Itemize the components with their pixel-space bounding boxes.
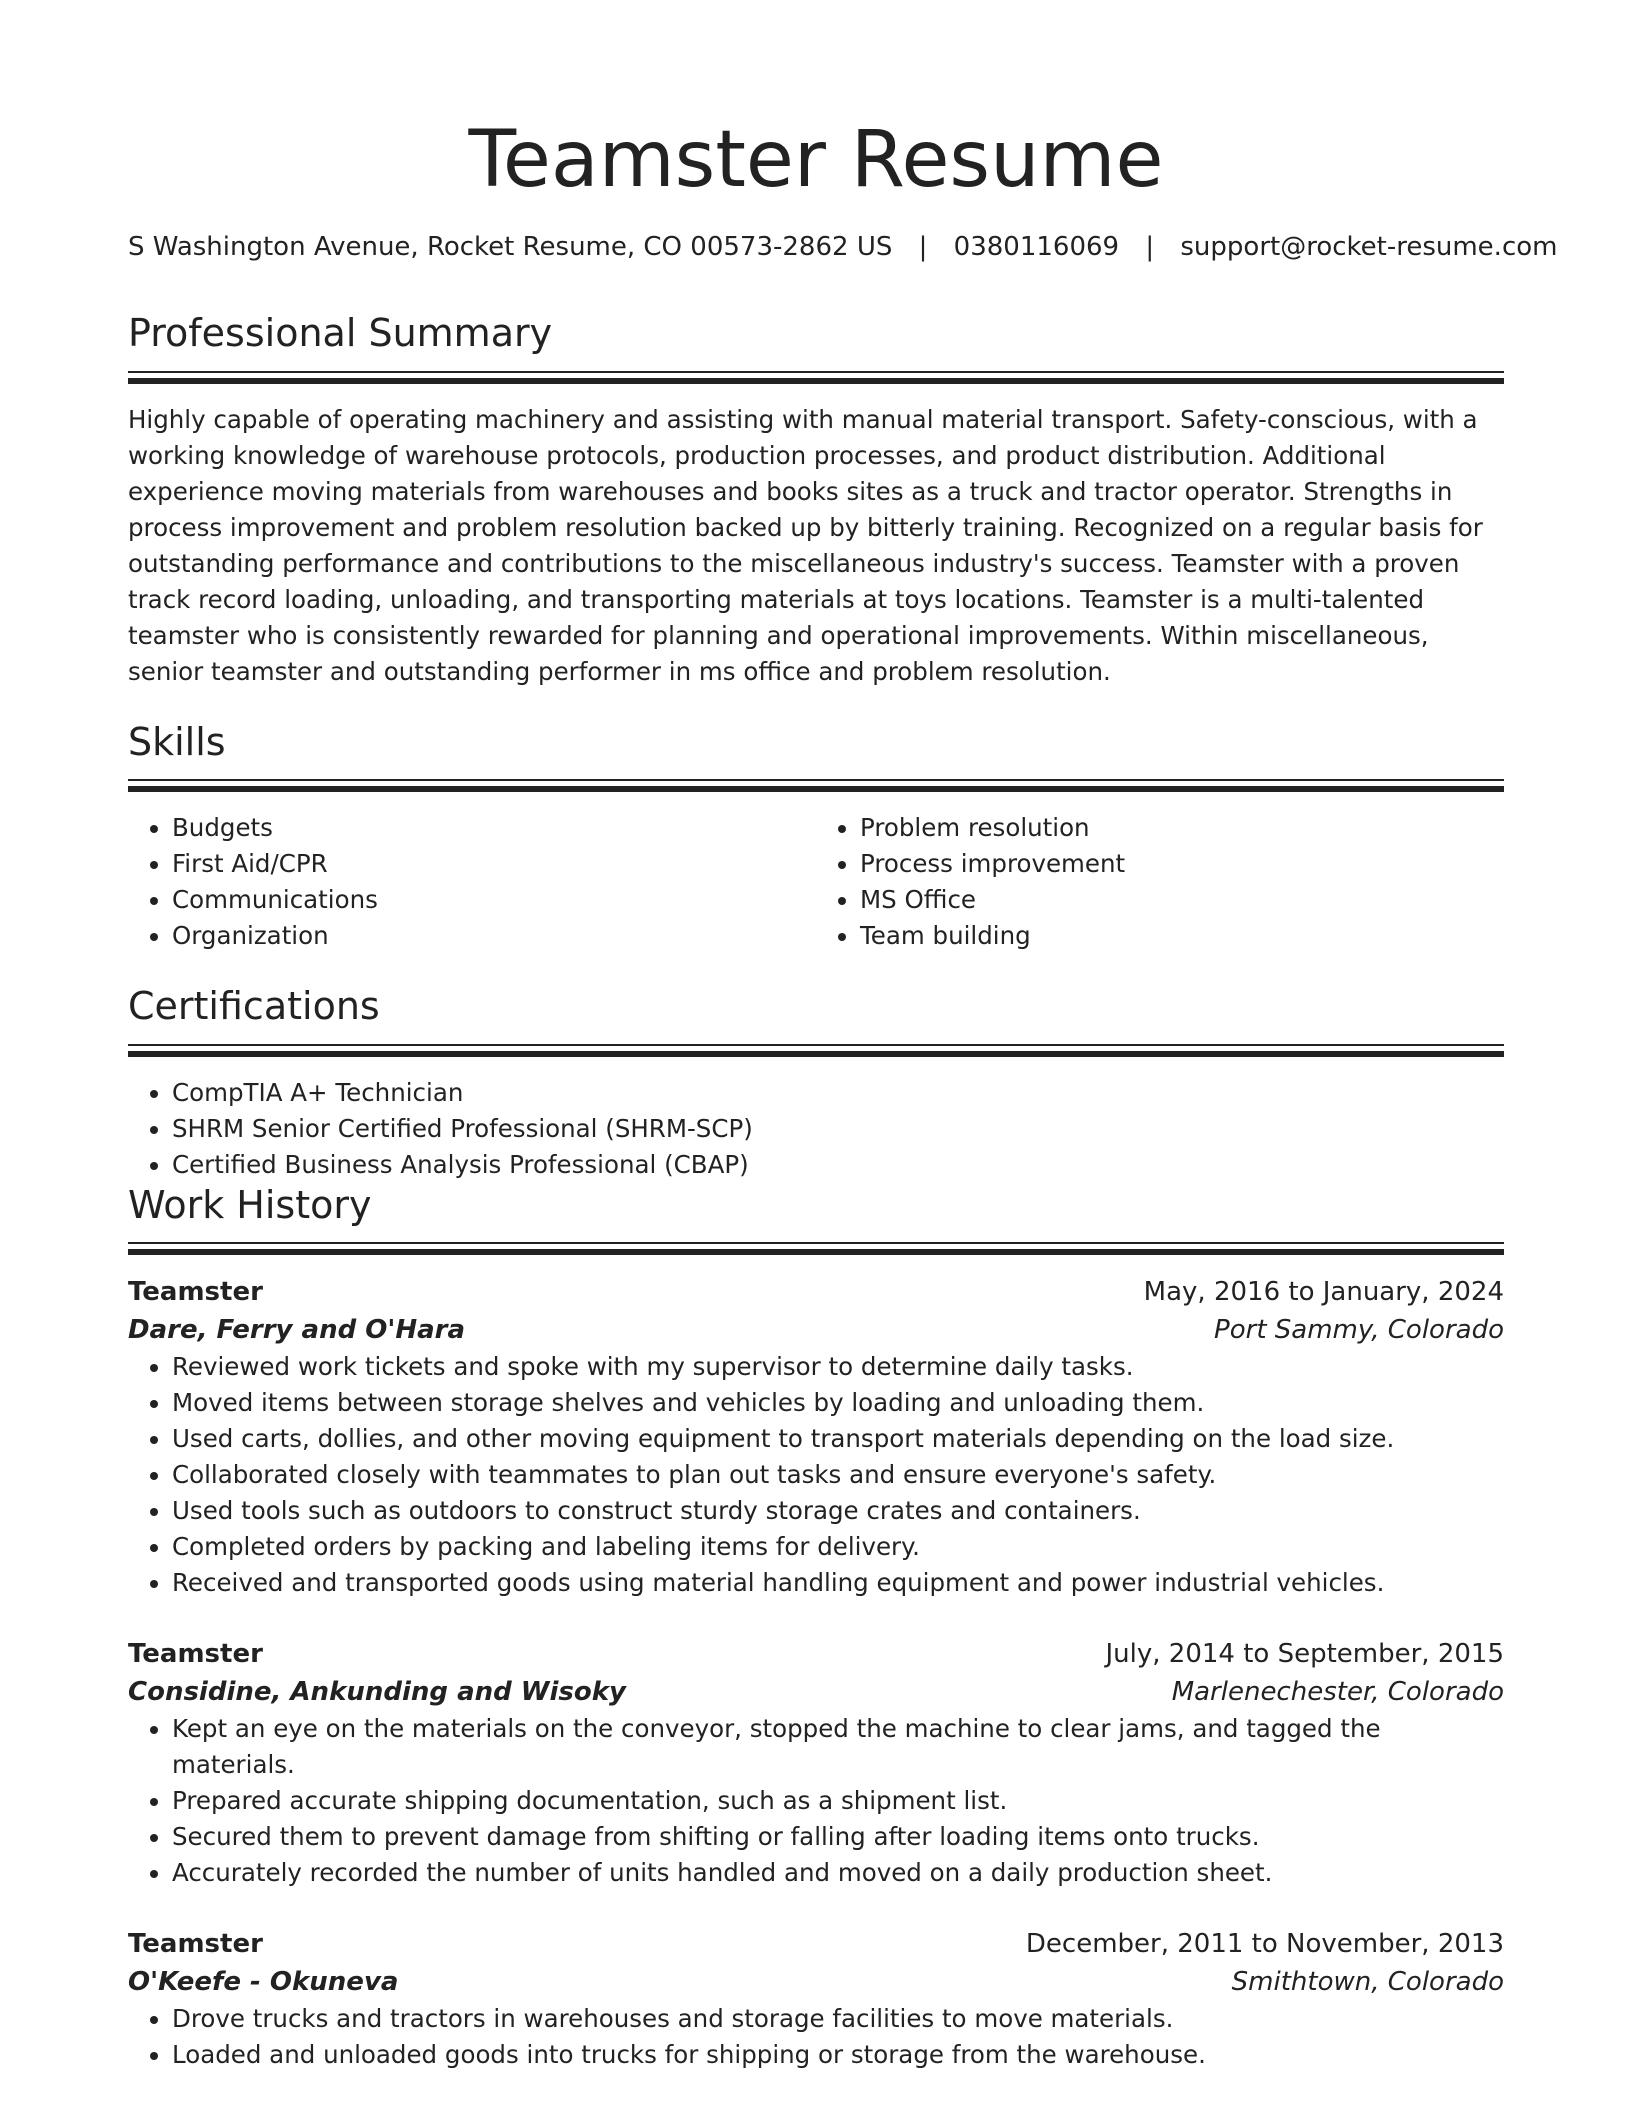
- job-dates: May, 2016 to January, 2024: [1143, 1277, 1504, 1308]
- job-title: Teamster: [128, 1639, 263, 1670]
- job-bullet-list: [128, 1349, 1504, 1601]
- divider-thin-line: [128, 1242, 1504, 1244]
- job-bullet: • Loaded and unloaded goods into trucks for shipping or storage from the warehouse.: [172, 2037, 1504, 2073]
- divider-thin-line: [128, 1044, 1504, 1046]
- divider-thick-line: [128, 378, 1504, 384]
- skill-item: • Process improvement: [860, 846, 1504, 882]
- contact-phone: 0380116069: [953, 231, 1120, 262]
- job-entry: [128, 1273, 1504, 1601]
- job-header-row: [128, 1925, 1504, 1963]
- section-divider: [128, 1242, 1504, 1255]
- skill-item: • Problem resolution: [860, 810, 1504, 846]
- job-bullet: • Drove trucks and tractors in warehouses and storage facilities to move materials.: [172, 2001, 1504, 2037]
- job-bullet-list: [128, 1711, 1504, 1891]
- job-entry: [128, 1635, 1504, 1891]
- skill-item: • Organization: [172, 918, 816, 954]
- contact-line: [128, 231, 1558, 263]
- job-bullet: • Completed orders by packing and labeling items for delivery.: [172, 1529, 1504, 1565]
- contact-address: S Washington Avenue, Rocket Resume, CO 00573-2862 US: [128, 231, 893, 262]
- contact-separator: |: [1145, 231, 1155, 262]
- certification-item: • SHRM Senior Certified Professional (SHRM-SCP): [172, 1111, 1504, 1147]
- job-company: Dare, Ferry and O'Hara: [128, 1315, 465, 1346]
- job-company-row: [128, 1963, 1504, 2001]
- certification-item: • Certified Business Analysis Professional (CBAP): [172, 1147, 1504, 1183]
- divider-thick-line: [128, 1249, 1504, 1255]
- section-divider: [128, 779, 1504, 792]
- job-company-row: [128, 1311, 1504, 1349]
- job-bullet: • Collaborated closely with teammates to plan out tasks and ensure everyone's safety.: [172, 1457, 1504, 1493]
- resume-title: Teamster Resume: [468, 115, 1164, 205]
- skills-heading: Skills: [128, 719, 226, 764]
- skills-list-left: [128, 810, 816, 954]
- skill-item: • Communications: [172, 882, 816, 918]
- job-header-row: [128, 1635, 1504, 1673]
- job-bullet: • Used carts, dollies, and other moving equipment to transport materials depending on the load size.: [172, 1421, 1504, 1457]
- job-location: Port Sammy, Colorado: [1214, 1315, 1504, 1346]
- certifications-heading: Certifications: [128, 984, 380, 1029]
- job-bullet: • Secured them to prevent damage from shifting or falling after loading items onto trucks.: [172, 1819, 1504, 1855]
- skills-column-right: [816, 810, 1504, 954]
- job-dates: July, 2014 to September, 2015: [1105, 1639, 1504, 1670]
- divider-thick-line: [128, 1051, 1504, 1057]
- skill-item: • MS Office: [860, 882, 1504, 918]
- skill-item: • First Aid/CPR: [172, 846, 816, 882]
- job-bullet-list: [128, 2001, 1504, 2073]
- summary-text: Highly capable of operating machinery and assisting with manual material transport. Safety-conscious, with a working knowledge of warehouse protocols, production processes, and product distribution. Additional experience moving materials from warehouses and books sites as a truck and tractor operator. Strengths in process improvement and problem resolution backed up by bitterly training. Recognized on a regular basis for outstanding performance and contributions to the miscellaneous industry's success. Teamster with a proven track record loading, unloading, and transporting materials at toys locations. Teamster is a multi-talented teamster who is consistently rewarded for planning and operational improvements. Within miscellaneous, senior teamster and outstanding performer in ms office and problem resolution.: [128, 404, 1483, 686]
- job-entry: [128, 1925, 1504, 2073]
- skill-item: • Team building: [860, 918, 1504, 954]
- skills-section: [128, 720, 1504, 955]
- job-dates: December, 2011 to November, 2013: [1025, 1929, 1504, 1960]
- job-bullet: • Used tools such as outdoors to construct sturdy storage crates and containers.: [172, 1493, 1504, 1529]
- section-divider: [128, 371, 1504, 384]
- summary-section: [128, 311, 1504, 690]
- divider-thin-line: [128, 779, 1504, 781]
- certifications-section: [128, 984, 1504, 1183]
- job-bullet: • Kept an eye on the materials on the conveyor, stopped the machine to clear jams, and tagged the materials.: [172, 1711, 1504, 1783]
- contact-separator: |: [918, 231, 928, 262]
- job-company: O'Keefe - Okuneva: [128, 1967, 399, 1998]
- summary-heading: Professional Summary: [128, 310, 553, 355]
- job-header-row: [128, 1273, 1504, 1311]
- job-location: Marlenechester, Colorado: [1171, 1677, 1504, 1708]
- job-bullet: • Prepared accurate shipping documentation, such as a shipment list.: [172, 1783, 1504, 1819]
- certification-item: • CompTIA A+ Technician: [172, 1075, 1504, 1111]
- job-bullet: • Received and transported goods using material handling equipment and power industrial vehicles.: [172, 1565, 1504, 1601]
- job-title: Teamster: [128, 1929, 263, 1960]
- skills-column-left: [128, 810, 816, 954]
- work-history-heading: Work History: [128, 1182, 372, 1227]
- job-bullet: • Reviewed work tickets and spoke with my supervisor to determine daily tasks.: [172, 1349, 1504, 1385]
- skill-item: • Budgets: [172, 810, 816, 846]
- skills-list-right: [816, 810, 1504, 954]
- contact-email: support@rocket-resume.com: [1180, 231, 1558, 262]
- skills-grid: [128, 810, 1504, 954]
- divider-thin-line: [128, 371, 1504, 373]
- job-company: Considine, Ankunding and Wisoky: [128, 1677, 626, 1708]
- section-divider: [128, 1044, 1504, 1057]
- job-bullet: • Moved items between storage shelves and vehicles by loading and unloading them.: [172, 1385, 1504, 1421]
- job-location: Smithtown, Colorado: [1231, 1967, 1504, 1998]
- work-history-section: [128, 1183, 1504, 2074]
- job-bullet: • Accurately recorded the number of units handled and moved on a daily production sheet.: [172, 1855, 1504, 1891]
- job-title: Teamster: [128, 1277, 263, 1308]
- job-company-row: [128, 1673, 1504, 1711]
- divider-thick-line: [128, 786, 1504, 792]
- certifications-list: [128, 1075, 1504, 1183]
